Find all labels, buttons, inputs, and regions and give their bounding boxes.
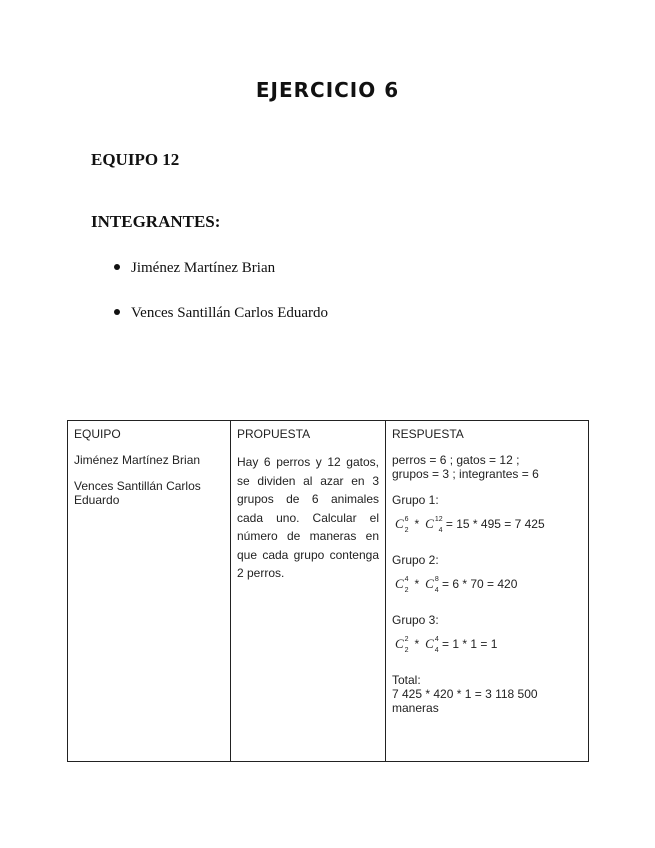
grupo2-label: Grupo 2:	[392, 553, 439, 567]
bullet-icon	[114, 309, 120, 315]
team-heading: EQUIPO 12	[91, 150, 180, 169]
grupo3-label: Grupo 3:	[392, 613, 439, 627]
total-label: Total:	[392, 673, 421, 687]
equipo-cell	[68, 421, 231, 762]
respuesta-cell	[386, 421, 589, 762]
total-calculation: 7 425 * 420 * 1 = 3 118 500	[392, 687, 538, 701]
respuesta-intro: perros = 6 ; gatos = 12 ;	[392, 453, 520, 467]
respuesta-header: RESPUESTA	[392, 427, 464, 441]
total-unit: maneras	[392, 701, 439, 715]
member-name: Vences Santillán Carlos Eduardo	[131, 305, 329, 321]
grupo2-formula: $C^4_2 * C^8_4 = 6 * 70 = 420$	[395, 576, 518, 594]
member-list-item	[114, 260, 275, 277]
exercise-table	[67, 420, 589, 762]
propuesta-text: Hay 6 perros y 12 gatos, se dividen al azar en 3 grupos de 6 animales cada uno. Calcular el número de maneras en que cada grupo contenga 2 perros.	[237, 455, 379, 580]
equipo-member: Vences Santillán Carlos Eduardo	[74, 479, 201, 507]
bullet-icon	[114, 264, 120, 270]
members-heading: INTEGRANTES:	[91, 212, 221, 231]
respuesta-intro: grupos = 3 ; integrantes = 6	[392, 467, 539, 481]
propuesta-cell	[231, 421, 386, 762]
member-list-item	[114, 305, 328, 322]
grupo1-formula: $C^6_2 * C^{12}_4 = 15 * 495 = 7$ 425	[395, 516, 545, 534]
grupo1-label: Grupo 1:	[392, 493, 439, 507]
member-name: Jiménez Martínez Brian	[131, 260, 276, 276]
equipo-header: EQUIPO	[74, 427, 121, 441]
page-title: EJERCICIO 6	[255, 78, 400, 102]
equipo-member: Jiménez Martínez Brian	[74, 453, 201, 467]
propuesta-header: PROPUESTA	[237, 427, 311, 441]
grupo3-formula: $C^2_2 * C^4_4 = 1 * 1 = 1$	[395, 636, 498, 654]
